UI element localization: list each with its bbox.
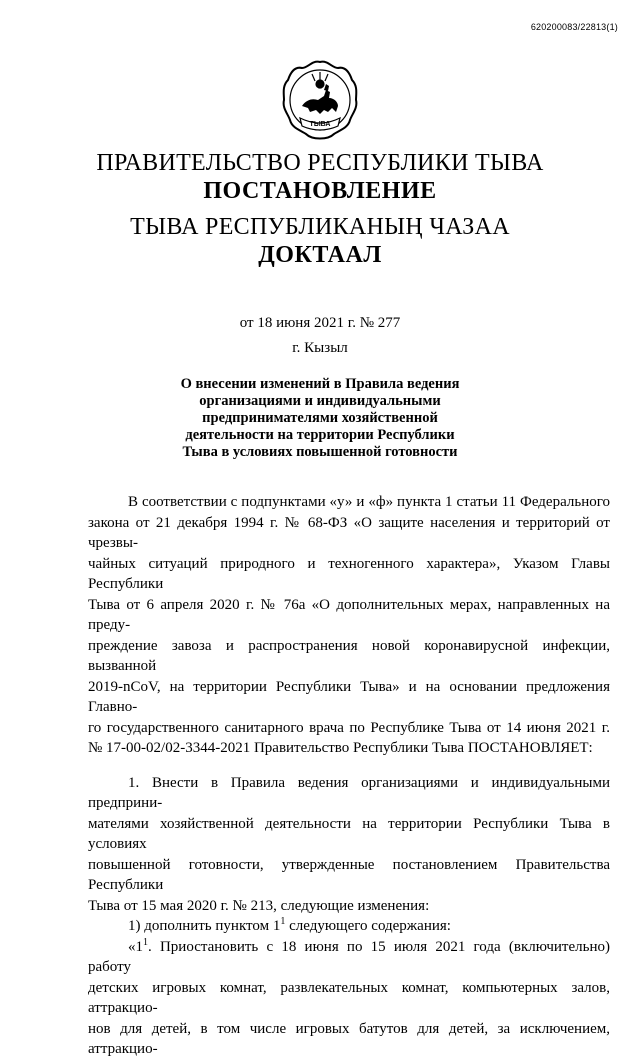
document-title — [150, 376, 490, 461]
quote-superscript: 1 — [143, 936, 148, 948]
quote-open: «1 — [128, 938, 143, 955]
preamble-line: В соответствии с подпунктами «у» и «ф» пункта 1 статьи 11 Федерального — [128, 494, 610, 510]
preamble-line: преждение завоза и распространения новой коронавирусной инфекции, вызванной — [88, 637, 610, 674]
quote-first-line — [88, 937, 610, 978]
item-1-line: мателями хозяйственной деятельности на территории Республики Тыва в условиях — [88, 815, 610, 852]
title-line: деятельности на территории Республики — [185, 427, 455, 443]
preamble-paragraph — [88, 492, 610, 759]
document-body — [88, 492, 610, 1060]
subitem-1-text-rest: следующего содержания: — [285, 918, 451, 934]
quote-first-rest: . Приостановить с 18 июня по 15 июля 2021 года (включительно) работу — [88, 938, 610, 975]
title-line: предпринимателями хозяйственной — [202, 410, 438, 426]
preamble-line: № 17-00-02/02-3344-2021 Правительство Республики Тыва ПОСТАНОВЛЯЕТ: — [88, 740, 593, 756]
preamble-line: закона от 21 декабря 1994 г. № 68-ФЗ «О защите населения и территорий от чрезвы- — [88, 514, 610, 551]
preamble-line: 2019-nCoV, на территории Республики Тыва» и на основании предложения Главно- — [88, 678, 610, 715]
quote-line: нов для детей, в том числе игровых батутов для детей, за исключением, аттракцио- — [88, 1020, 610, 1057]
item-1-line: повышенной готовности, утвержденные постановлением Правительства Республики — [88, 856, 610, 893]
title-line: организациями и индивидуальными — [199, 393, 441, 409]
preamble-line: чайных ситуаций природного и техногенного характера», Указом Главы Республики — [88, 555, 610, 592]
header-government-tyv: ТЫВА РЕСПУБЛИКАНЫҢ ЧАЗАА — [130, 214, 510, 240]
subitem-1-text: 1) дополнить пунктом 1 — [128, 918, 281, 934]
document-date: от 18 июня 2021 г. № 277 — [239, 315, 401, 331]
title-line: О внесении изменений в Правила ведения — [180, 376, 460, 392]
document-city: г. Кызыл — [292, 340, 348, 356]
header-government-ru: ПРАВИТЕЛЬСТВО РЕСПУБЛИКИ ТЫВА — [96, 150, 544, 176]
preamble-line: Тыва от 6 апреля 2020 г. № 76а «О дополнительных мерах, направленных на преду- — [88, 596, 610, 633]
emblem-ribbon-text: ТЫВА — [309, 121, 331, 128]
item-1-paragraph — [88, 773, 610, 917]
document-number: 620200083/22813(1) — [530, 22, 618, 32]
item-1-line: Тыва от 15 мая 2020 г. № 213, следующие изменения: — [88, 897, 430, 914]
title-line: Тыва в условиях повышенной готовности — [182, 444, 458, 460]
header-resolution-ru: ПОСТАНОВЛЕНИЕ — [203, 178, 437, 204]
preamble-line: го государственного санитарного врача по Республике Тыва от 14 июня 2021 г. — [88, 719, 610, 736]
tyva-coat-of-arms-icon — [280, 58, 360, 144]
subitem-1-superscript: 1 — [280, 916, 286, 927]
quote-line: детских игровых комнат, развлекательных комнат, компьютерных залов, аттракцио- — [88, 979, 610, 1016]
item-1-line: 1. Внести в Правила ведения организациями и индивидуальными предприни- — [88, 774, 610, 811]
subitem-1 — [88, 916, 610, 937]
header-resolution-tyv: ДОКТААЛ — [258, 242, 382, 268]
